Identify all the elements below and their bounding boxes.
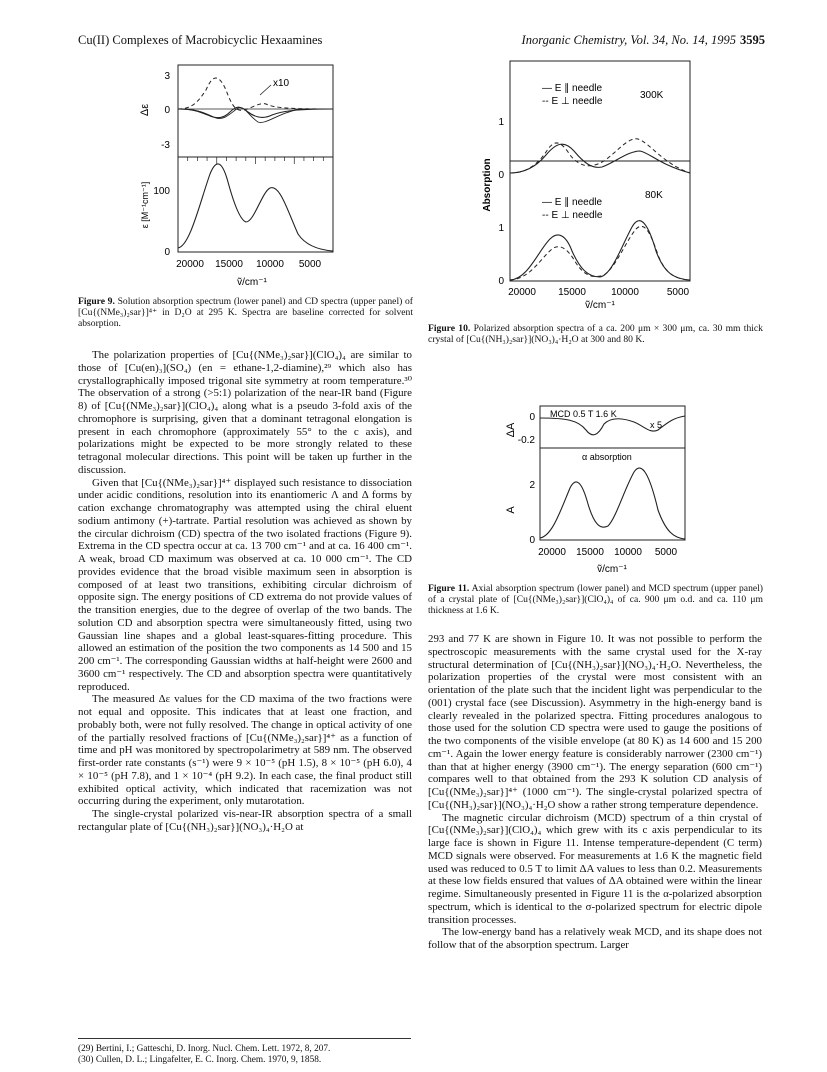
- fig11-x-tick-5000: 5000: [654, 547, 678, 558]
- figure-10-caption-text: Polarized absorption spectra of a ca. 200 μm × 300 μm, ca. 30 mm thick crystal of [Cu{(NH₃)₂sar}](NO₃)₄·H₂O at 300 and 80 K.: [428, 323, 763, 346]
- figure-11-caption: [428, 583, 763, 617]
- fig11-x-tick-10000: 10000: [614, 547, 642, 558]
- fig11-mcd-tick-0: 0: [529, 412, 535, 423]
- abs-ylabel: ε [M⁻¹cm⁻¹]: [140, 181, 150, 229]
- figure-11: [500, 400, 700, 575]
- figure-11-plot: [500, 400, 700, 575]
- fig10-80k-parallel: [510, 221, 690, 280]
- fig10-ylabel: Absorption: [482, 158, 493, 212]
- x-ticks: [178, 157, 333, 164]
- cd-spectrum-dashed: [178, 78, 333, 110]
- footnote: (30) Cullen, D. L.; Lingafelter, E. C. Inorg. Chem. 1970, 9, 1858.: [78, 1055, 322, 1065]
- fig11-mcd-title: MCD 0.5 T 1.6 K: [550, 409, 617, 419]
- fig10-legend-perp-top: -- E ⊥ needle: [542, 96, 603, 107]
- figure-10-plot: [480, 55, 720, 325]
- right-column-text: [428, 633, 762, 952]
- x-tick-10000: 10000: [256, 259, 284, 270]
- figure-9-caption: [78, 296, 413, 330]
- figure-10: [480, 55, 720, 325]
- fig10-top-tick-0: 0: [498, 170, 504, 181]
- footnotes: [78, 1038, 411, 1066]
- paragraph: The single-crystal polarized vis-near-IR absorption spectra of a small rectangular plate of [Cu{(NH₃)₂sar}](NO₃)₄·H₂O at: [78, 808, 412, 833]
- fig10-300k-parallel: [510, 144, 690, 173]
- fig10-x-axis-label: ṽ/cm⁻¹: [585, 300, 615, 311]
- journal-citation: Inorganic Chemistry, Vol. 34, No. 14, 1995: [521, 33, 736, 47]
- fig10-x-tick-15000: 15000: [558, 287, 586, 298]
- fig11-abs-spectrum: [540, 468, 685, 539]
- figure-9: [140, 62, 340, 292]
- fig10-bottom-tick-1: 1: [498, 223, 504, 234]
- fig11-x-tick-20000: 20000: [538, 547, 566, 558]
- fig10-bottom-tick-0: 0: [498, 276, 504, 287]
- fig11-mcd-tick-neg02: -0.2: [517, 435, 535, 446]
- cd-tick-neg3: -3: [161, 140, 170, 151]
- paragraph: Given that [Cu{(NMe₃)₂sar}]⁴⁺ displayed such resistance to dissociation under acidic conditions, resolution into its enantiomeric Λ and Δ forms by cation exchange chromatography was attempted using the chiral eluent sodium antimony (+)-tartrate. Partial resolution was achieved as shown by the circular dichroism (CD) spectra of the two isolated fractions (Figure 9). Extrema in the CD spectra occur at ca. 13 700 cm⁻¹ and at ca. 16 400 cm⁻¹. A weak, broad CD maximum was observed at ca. 10 000 cm⁻¹. The CD provides evidence that the broad visible maximum seen in absorption is composed of at least two transitions, exhibiting circular dichroism of opposite sign. The energy positions of CD extrema do not provide values of the transition energies, due to the degree of overlap of the two bands. The solution CD and absorption spectra were simultaneously fitted, using two Gaussian line shapes and a global least-squares-fitting procedure. This allowed an estimation of the position the two components as 14 500 and 15 200 cm⁻¹. The corresponding Gaussian widths at half-height were 2600 and 3600 cm⁻¹ respectively. The CD and absorption spectra were quantitatively reproduced.: [78, 476, 412, 693]
- paragraph: The polarization properties of [Cu{(NMe₃)₂sar}](ClO₄)₄ are similar to those of [Cu(en)₃](SO₄) (en = ethane-1,2-diamine),²⁹ which also has crystallographically imposed trigonal site symmetry at room temperature.³⁰ The observation of a strong (>5:1) polarization of the near-IR band (Figure 8) of [Cu{(NMe₃)₂sar}](ClO₄)₄ along what is a pseudo 3-fold axis of the chromophore is surprising, given that a dominant tetragonal elongation is present in each chromophore (approximately 55° to the c axis), and polarizations might be expected to be more strongly related to these tetragonal molecular directions. This point will be taken up further in the discussion.: [78, 349, 412, 476]
- fig10-300k-perp: [510, 139, 690, 173]
- fig10-x-tick-5000: 5000: [666, 287, 690, 298]
- fig11-abs-tick-0: 0: [529, 535, 535, 546]
- figure-9-caption-label: Figure 9.: [78, 296, 115, 307]
- fig10-80k-perp: [510, 226, 690, 280]
- annotation-arrow: [260, 85, 271, 95]
- fig10-legend-perp-bottom: -- E ⊥ needle: [542, 210, 603, 221]
- figure-10-caption-label: Figure 10.: [428, 323, 471, 334]
- left-column-text: [78, 349, 412, 834]
- cd-tick-0: 0: [164, 105, 170, 116]
- figure-9-plot: [140, 62, 340, 292]
- x-tick-5000: 5000: [298, 259, 322, 270]
- fig10-temp-80k: 80K: [645, 190, 663, 201]
- figure-10-caption: [428, 323, 763, 345]
- fig11-abs-ylabel: A: [505, 506, 517, 514]
- fig10-bottom-frame: [510, 161, 690, 281]
- abs-panel-frame: [178, 157, 333, 252]
- running-header-left: Cu(II) Complexes of Macrobicyclic Hexaamines: [78, 33, 323, 47]
- fig11-x-axis-label: ṽ/cm⁻¹: [597, 564, 627, 575]
- figure-9-caption-text: Solution absorption spectrum (lower panel) and CD spectra (upper panel) of [Cu{(NMe₃)₂sar}]⁴⁺ in D₂O at 295 K. Spectra are baseline corrected for solvent absorption.: [78, 296, 413, 330]
- fig11-abs-title: α absorption: [582, 452, 632, 462]
- figure-11-caption-text: Axial absorption spectrum (lower panel) and MCD spectrum (upper panel) of a crystal plate of [Cu{(NMe₃)₂sar}](ClO₄)₄ of ca. 900 μm o.d. and ca. 110 μm thickness at 1.6 K.: [428, 583, 763, 617]
- fig11-annotation-x5: x 5: [650, 420, 663, 430]
- cd-annotation-x10: x10: [273, 78, 290, 89]
- fig11-abs-tick-2: 2: [529, 480, 535, 491]
- fig10-x-tick-20000: 20000: [508, 287, 536, 298]
- figure-11-caption-label: Figure 11.: [428, 583, 470, 594]
- x-tick-15000: 15000: [215, 259, 243, 270]
- cd-panel-frame: [178, 65, 333, 157]
- footnote: (29) Bertini, I.; Gatteschi, D. Inorg. Nucl. Chem. Lett. 1972, 8, 207.: [78, 1044, 331, 1054]
- running-header-right: [522, 33, 765, 48]
- cd-ylabel: Δε: [139, 103, 151, 117]
- paragraph: The magnetic circular dichroism (MCD) spectrum of a thin crystal of [Cu{(NMe₃)₂sar}](ClO₄)₄ which grew with its c axis perpendicular to its large face is shown in Figure 11. Intense temperature-dependent (C term) MCD signals were observed. For measurements at 1.6 K the magnetic field used was reduced to 0.5 T to limit ΔA values to less than 0.2. Measurements at these low fields ensured that values of ΔA obtained were within the linear regime. Simultaneously presented in Figure 11 is the α-polarized absorption spectrum, which is identical to the σ-polarized spectrum for electric dipole transition processes.: [428, 811, 762, 926]
- fig10-legend-parallel-top: — E ∥ needle: [542, 83, 603, 94]
- paragraph: The low-energy band has a relatively weak MCD, and its shape does not follow that of the absorption spectrum. Larger: [428, 926, 762, 951]
- fig11-x-tick-15000: 15000: [576, 547, 604, 558]
- fig11-mcd-ylabel: ΔA: [505, 422, 517, 438]
- x-axis-label: ṽ/cm⁻¹: [237, 277, 267, 288]
- fig10-temp-300k: 300K: [640, 90, 664, 101]
- abs-tick-0: 0: [164, 247, 170, 258]
- fig10-top-frame: [510, 61, 690, 161]
- page-number: 3595: [740, 33, 765, 47]
- abs-spectrum: [178, 164, 333, 251]
- fig11-mcd-spectrum: [540, 416, 685, 435]
- paragraph: 293 and 77 K are shown in Figure 10. It was not possible to perform the spectroscopic measurements with the same crystal used for the X-ray structural determination of [Cu{(NH₃)₂sar}](NO₃)₄·H₂O. Nevertheless, the polarization properties of the crystal were most consistent with an orientation of the plate such that the incident light was perpendicular to the (001) crystal face (see Discussion). Asymmetry in the high-energy band is clearly revealed in the polarized spectra. Fitting procedures analogous to those used for the solution CD spectra were used to gauge the positions of the two components of the visible envelope (at 80 K) as 14 600 and 15 200 cm⁻¹. Again the lower energy feature is considerably narrower (2300 cm⁻¹) than that at higher energy (3900 cm⁻¹). The energy separation (600 cm⁻¹) compares well to that obtained from the 293 K solution CD analysis of [Cu{(NMe₃)₂sar}]⁴⁺ (1000 cm⁻¹). The single-crystal polarized spectra of [Cu{(NH₃)₂sar}](NO₃)₄·H₂O show a rather strong temperature dependence.: [428, 633, 762, 811]
- cd-tick-3: 3: [164, 71, 170, 82]
- fig10-x-tick-10000: 10000: [611, 287, 639, 298]
- paragraph: The measured Δε values for the CD maxima of the two fractions were not equal and opposite. This indicates that at least one fraction, and probably both, were not fully resolved. The change in optical activity of one of the partially resolved fractions of [Cu{(NMe₃)₂sar}]⁴⁺ as a function of time and pH was monitored by spectropolarimetry at 589 nm. The observed first-order rate constants (s⁻¹) were 9 × 10⁻⁵ (pH 1.5), 8 × 10⁻⁵ (pH 6.0), 4 × 10⁻⁵ (pH 7.8), and 1 × 10⁻⁴ (pH 9.2). In each case, the final product still exhibited optical activity, which indicated that racemization was not occurring during the experiment, only mutarotation.: [78, 693, 412, 808]
- x-tick-20000: 20000: [176, 259, 204, 270]
- fig10-top-tick-1: 1: [498, 117, 504, 128]
- fig10-legend-parallel-bottom: — E ∥ needle: [542, 197, 603, 208]
- abs-tick-100: 100: [153, 186, 170, 197]
